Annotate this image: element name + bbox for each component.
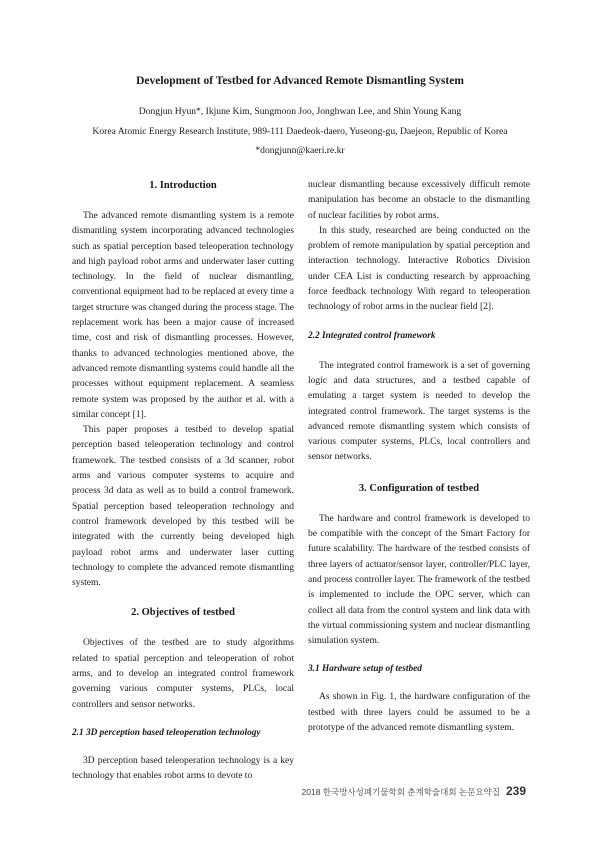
left-column [72, 178, 294, 785]
paragraph: The advanced remote dismantling system is a remote dismantling system incorporating advanced technologies such as spatial perception based teleoperation technology and high payload robot arms and underwater laser cutting technology. In the field of nuclear dismantling, conventional equipment had to be replaced at every time a target structure was changed during the process stage. The replacement work has been a major cause of increased time, cost and risk of dismantling processes. However, thanks to advanced technologies mentioned above, the advanced remote dismantling systems could handle all the processes without equipment replacement. A seamless remote system was proposed by the author et al. with a similar concept [1]. [72, 211, 294, 420]
paragraph: The integrated control framework is a set of governing logic and data structures, and a testbed capable of emulating a target system is needed to develop the integrated control framework. The target systems is the advanced remote dismantling system which consists of various computer systems, PLCs, local controllers and sensor networks. [308, 360, 530, 463]
subsection-heading-3d-perception: 2.1 3D perception based teleoperation technology [72, 727, 261, 738]
paragraph: As shown in Fig. 1, the hardware configuration of the testbed with three layers could be assumed to be a prototype of the advanced remote dismantling system. [308, 692, 530, 734]
subsection-heading-integrated-control: 2.2 Integrated control framework [308, 330, 436, 341]
author-list: Dongjun Hyun*, Ikjune Kim, Sungmoon Joo, Jonghwan Lee, and Shin Young Kang [138, 106, 462, 117]
affiliation: Korea Atomic Energy Research Institute, 989-111 Daedeok-daero, Yuseong-gu, Daejeon, Republic of Korea [92, 126, 508, 137]
conference-name: 2018 한국방사성폐기물학회 춘계학술대회 논문요약집 [301, 787, 500, 797]
paragraph: The hardware and control framework is developed to be compatible with the concept of the Smart Factory for future scalability. The hardware of the testbed consists of three layers of actuator/sensor layer, controller/PLC layer, and process controller layer. The framework of the testbed is implemented to include the OPC server, which can collect all data from the control system and link data with the virtual commissioning system and nuclear dismantling simulation system. [308, 513, 530, 647]
section-heading-configuration: 3. Configuration of testbed [358, 482, 480, 494]
page-footer [302, 784, 526, 798]
paragraph: nuclear dismantling because excessively difficult remote manipulation has become an obstacle to the dismantling of nuclear facilities by robot arms. [308, 180, 530, 221]
section-heading-objectives: 2. Objectives of testbed [131, 607, 235, 619]
page-number: 239 [505, 784, 526, 798]
right-column [308, 178, 530, 736]
section-heading-introduction: 1. Introduction [149, 180, 217, 191]
subsection-heading-hardware-setup: 3.1 Hardware setup of testbed [308, 664, 422, 675]
author-email: *dongjunn@kaeri.re.kr [255, 145, 345, 156]
paper-title: Development of Testbed for Advanced Remote Dismantling System [136, 75, 464, 87]
paragraph: This paper proposes a testbed to develop spatial perception based teleoperation technology and control framework. The testbed consists of a 3d scanner, robot arms and various computer systems to acquire and process 3d data as well as to build a control framework. Spatial perception based teleoperation technology and control framework developed by this testbed will be integrated with the currently being developed high payload robot arms and underwater laser cutting technology to complete the advanced remote dismantling system. [72, 425, 294, 589]
paragraph: Objectives of the testbed are to study algorithms related to spatial perception and teleoperation of robot arms, and to develop an integrated control framework governing various computer systems, PLCs, local controllers and sensor networks. [72, 638, 294, 710]
paragraph: In this study, researched are being conducted on the problem of remote manipulation by spatial perception and interaction technology. Interactive Robotics Division under CEA List is conducting research by approaching force feedback technology With regard to teleoperation technology of robot arms in the nuclear field [2]. [308, 225, 530, 313]
paragraph: 3D perception based teleoperation technology is a key technology that enables robot arms to devote to [72, 755, 294, 782]
